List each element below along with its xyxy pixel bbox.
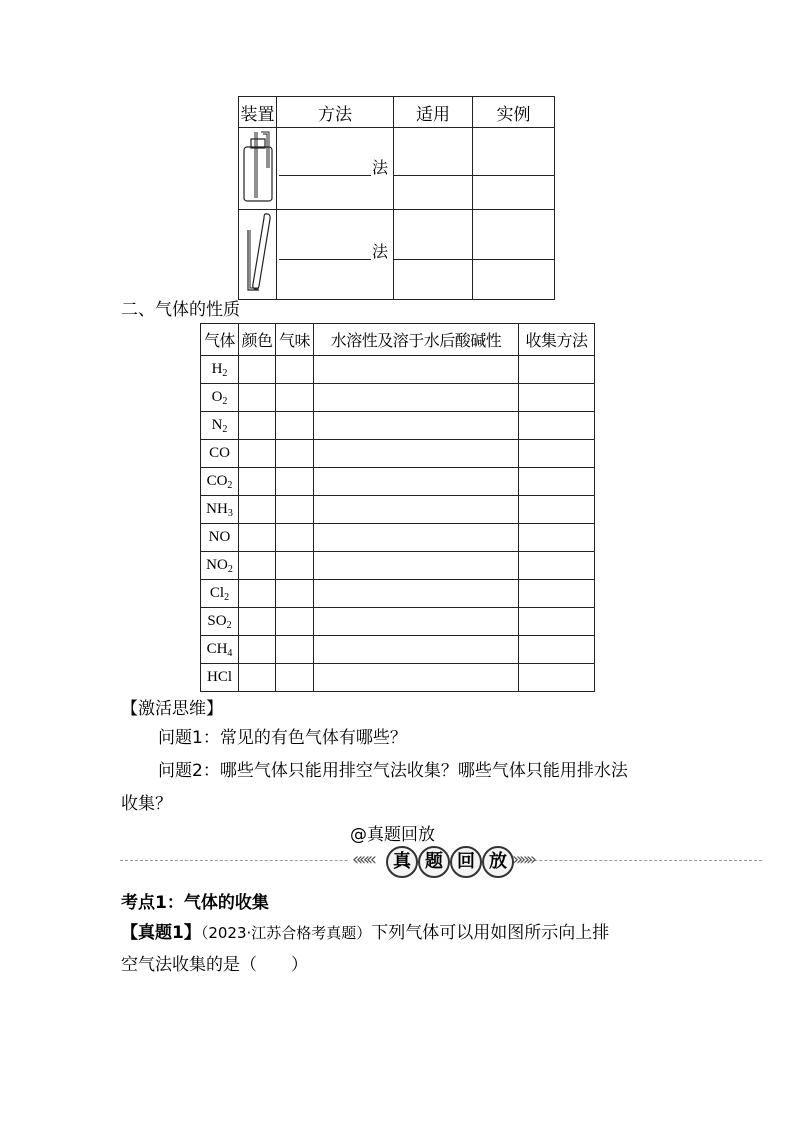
header-odor: 气味 (276, 324, 314, 356)
method-blank[interactable] (279, 259, 371, 260)
method-suffix: 法 (372, 242, 389, 261)
banner-char: 真 (386, 846, 418, 878)
table-row (201, 356, 595, 384)
answer-cell[interactable] (314, 468, 519, 496)
answer-cell[interactable] (276, 440, 314, 468)
method-blank[interactable] (279, 175, 371, 176)
answer-cell[interactable] (519, 468, 595, 496)
header-color: 颜色 (239, 324, 276, 356)
question-1: 问题1：常见的有色气体有哪些？ (158, 728, 407, 748)
header-solubility: 水溶性及溶于水后酸碱性 (314, 324, 519, 356)
right-arrows-icon: »»» (512, 849, 534, 870)
gas-collecting-bottle-icon (239, 128, 277, 210)
answer-cell[interactable] (276, 524, 314, 552)
answer-cell[interactable] (276, 580, 314, 608)
answer-cell[interactable] (314, 412, 519, 440)
table-row (201, 440, 595, 468)
header-method: 方法 (277, 97, 394, 128)
collection-method-table (238, 96, 555, 300)
header-example: 实例 (473, 97, 555, 128)
header-collection: 收集方法 (519, 324, 595, 356)
gas-formula: $CO_2$ (201, 468, 239, 496)
gas-formula: $O_2$ (201, 384, 239, 412)
answer-cell[interactable] (519, 524, 595, 552)
gas-formula: HCl (201, 664, 239, 692)
gas-formula: $SO_2$ (201, 608, 239, 636)
gas-formula: CO (201, 440, 239, 468)
answer-cell[interactable] (276, 356, 314, 384)
gas-formula: $NO_2$ (201, 552, 239, 580)
answer-cell[interactable] (519, 356, 595, 384)
header-device: 装置 (239, 97, 277, 128)
answer-cell[interactable] (239, 664, 276, 692)
table-row (201, 608, 595, 636)
method-suffix: 法 (372, 158, 389, 177)
answer-cell[interactable] (239, 524, 276, 552)
table-row (201, 468, 595, 496)
section-title: 二、气体的性质 (121, 300, 240, 320)
answer-cell[interactable] (239, 608, 276, 636)
gas-formula: NO (201, 524, 239, 552)
answer-cell[interactable] (314, 636, 519, 664)
table-row (201, 524, 595, 552)
header-gas: 气体 (201, 324, 239, 356)
exam-question-1-continued: 空气法收集的是（ ） (121, 955, 308, 975)
section-caption: @真题回放 (350, 825, 435, 845)
answer-cell[interactable] (519, 608, 595, 636)
activate-thinking-title: 【激活思维】 (121, 699, 223, 719)
answer-cell[interactable] (519, 384, 595, 412)
answer-cell[interactable] (276, 496, 314, 524)
answer-cell[interactable] (519, 636, 595, 664)
gas-formula: $N_2$ (201, 412, 239, 440)
table-row (201, 384, 595, 412)
table-row (201, 636, 595, 664)
answer-cell[interactable] (276, 552, 314, 580)
exam-question-1: 【真题1】（2023·江苏合格考真题）下列气体可以用如图所示向上排 (121, 923, 610, 943)
answer-cell[interactable] (239, 496, 276, 524)
answer-cell[interactable] (276, 608, 314, 636)
answer-cell[interactable] (239, 356, 276, 384)
answer-cell[interactable] (239, 440, 276, 468)
answer-cell[interactable] (314, 552, 519, 580)
table-row (201, 552, 595, 580)
answer-cell[interactable] (239, 468, 276, 496)
inverted-tube-icon (239, 210, 277, 300)
answer-cell[interactable] (239, 636, 276, 664)
answer-cell[interactable] (239, 412, 276, 440)
answer-cell[interactable] (314, 384, 519, 412)
table-row (201, 496, 595, 524)
answer-cell[interactable] (239, 384, 276, 412)
answer-cell[interactable] (314, 440, 519, 468)
gas-formula: $NH_3$ (201, 496, 239, 524)
answer-cell[interactable] (519, 440, 595, 468)
answer-cell[interactable] (276, 636, 314, 664)
left-arrows-icon: ««« (352, 849, 374, 870)
question-2: 问题2：哪些气体只能用排空气法收集？哪些气体只能用排水法 (158, 761, 628, 781)
answer-cell[interactable] (314, 524, 519, 552)
answer-cell[interactable] (519, 664, 595, 692)
answer-cell[interactable] (276, 468, 314, 496)
gas-formula: $CH_4$ (201, 636, 239, 664)
answer-cell[interactable] (276, 412, 314, 440)
answer-cell[interactable] (314, 580, 519, 608)
table-row (201, 412, 595, 440)
answer-cell[interactable] (314, 608, 519, 636)
answer-cell[interactable] (519, 552, 595, 580)
answer-cell[interactable] (276, 664, 314, 692)
answer-cell[interactable] (314, 664, 519, 692)
answer-cell[interactable] (519, 580, 595, 608)
answer-cell[interactable] (314, 496, 519, 524)
answer-cell[interactable] (276, 384, 314, 412)
answer-cell[interactable] (239, 552, 276, 580)
question-2-continued: 收集？ (121, 794, 172, 814)
table-row (201, 664, 595, 692)
banner-char: 题 (418, 846, 450, 878)
answer-cell[interactable] (519, 412, 595, 440)
header-applicable: 适用 (394, 97, 473, 128)
banner-char: 放 (482, 846, 514, 878)
table-row (201, 580, 595, 608)
answer-cell[interactable] (239, 580, 276, 608)
exam-point-heading: 考点1：气体的收集 (121, 893, 269, 913)
banner-char: 回 (450, 846, 482, 878)
gas-formula: $H_2$ (201, 356, 239, 384)
gas-properties-table (200, 323, 595, 692)
gas-formula: $Cl_2$ (201, 580, 239, 608)
answer-cell[interactable] (314, 356, 519, 384)
answer-cell[interactable] (519, 496, 595, 524)
